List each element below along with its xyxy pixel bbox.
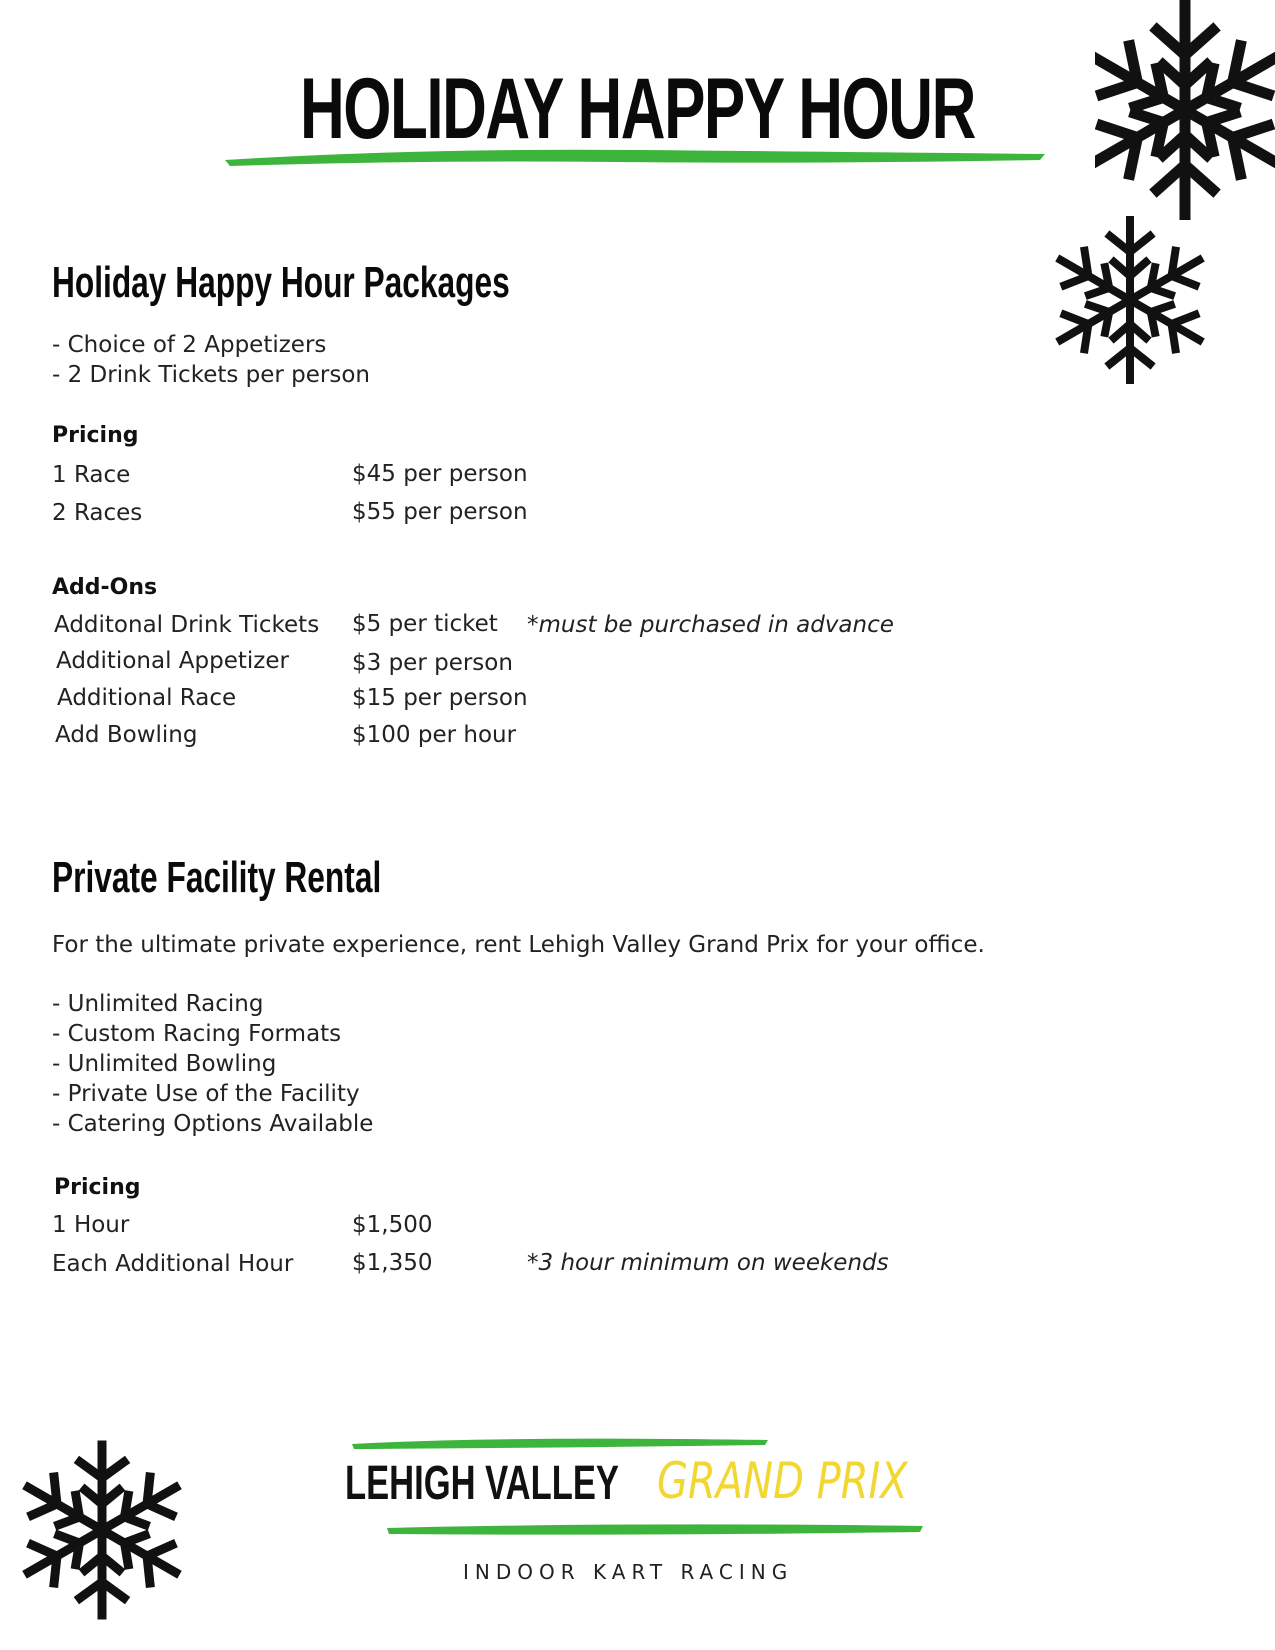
brand-logo [345, 1432, 935, 1582]
addons-label: Add-Ons [52, 575, 158, 600]
addon-name: Additional Race [57, 685, 237, 711]
addon-price: $15 per person [352, 685, 528, 711]
rental-item: - Custom Racing Formats [52, 1021, 342, 1047]
packages-heading: Holiday Happy Hour Packages [52, 258, 510, 307]
logo-text-lehigh-valley: LEHIGH VALLEY [345, 1457, 619, 1510]
snowflake-icon-right [1050, 215, 1210, 385]
rental-intro: For the ultimate private experience, rent Lehigh Valley Grand Prix for your office. [52, 932, 985, 958]
addon-name: Add Bowling [55, 722, 198, 748]
rental-item: - Unlimited Bowling [52, 1051, 277, 1077]
pricing-name: 2 Races [52, 500, 143, 526]
logo-tagline: INDOOR KART RACING [463, 1560, 794, 1584]
rental-pricing-note: *3 hour minimum on weekends [527, 1250, 889, 1276]
rental-pricing-price: $1,350 [352, 1250, 433, 1276]
snowflake-icon-top-right [1095, 0, 1275, 220]
addon-price: $3 per person [352, 650, 513, 676]
page-title: HOLIDAY HAPPY HOUR [300, 61, 975, 157]
pricing-price: $55 per person [352, 499, 528, 525]
addon-name: Additonal Drink Tickets [54, 612, 320, 638]
rental-pricing-name: Each Additional Hour [52, 1251, 294, 1277]
rental-pricing-name: 1 Hour [52, 1212, 130, 1238]
logo-text-grand-prix: GRAND PRIX [657, 1452, 908, 1510]
addon-name: Additional Appetizer [56, 648, 289, 674]
rental-item: - Catering Options Available [52, 1111, 374, 1137]
addon-price: $100 per hour [352, 722, 517, 748]
rental-pricing-label: Pricing [54, 1175, 141, 1200]
packages-item: - Choice of 2 Appetizers [52, 332, 327, 358]
pricing-name: 1 Race [52, 462, 131, 488]
addon-price: $5 per ticket [352, 611, 498, 637]
rental-heading: Private Facility Rental [52, 853, 382, 902]
logo-brush-top [350, 1434, 770, 1450]
pricing-price: $45 per person [352, 461, 528, 487]
packages-pricing-label: Pricing [52, 423, 139, 448]
snowflake-icon-bottom-left [20, 1440, 185, 1620]
addon-note: *must be purchased in advance [527, 612, 894, 638]
logo-brush-bottom [385, 1520, 925, 1538]
rental-item: - Unlimited Racing [52, 991, 264, 1017]
packages-item: - 2 Drink Tickets per person [52, 362, 371, 388]
rental-pricing-price: $1,500 [352, 1212, 433, 1238]
rental-item: - Private Use of the Facility [52, 1081, 360, 1107]
